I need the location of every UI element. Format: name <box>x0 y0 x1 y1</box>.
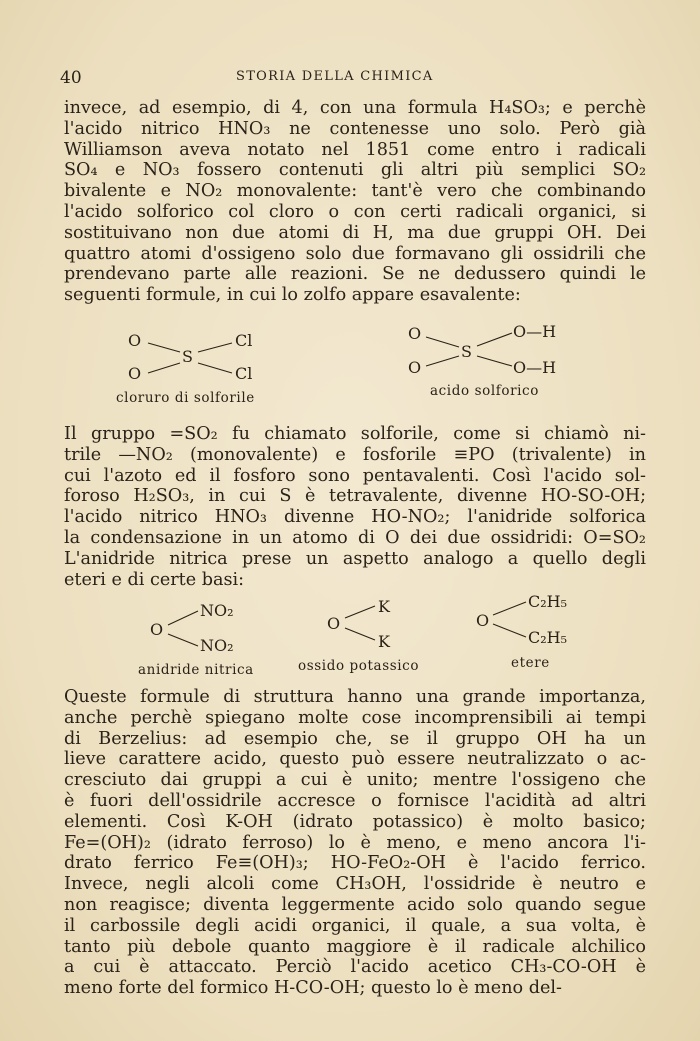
text-line: bivalente e NO₂ monovalente: tant'è vero che combinando <box>64 181 646 202</box>
text-line: anche perchè spiegano molte cose incomprensibili ai tempi <box>64 707 646 728</box>
text-line: eteri e di certe basi: <box>64 569 245 590</box>
atom-chlorine: Cl <box>235 364 253 383</box>
atom-oxygen: O <box>476 611 490 630</box>
text-line: la condensazione in un atomo di O dei due ossidridi: O=SO₂ <box>64 527 646 548</box>
ethyl-group: C₂H₅ <box>528 628 568 647</box>
page-number: 40 <box>60 68 82 88</box>
running-title: STORIA DELLA CHIMICA <box>236 69 434 84</box>
text-line: seguenti formule, in cui lo zolfo appare esavalente: <box>64 285 521 306</box>
formula-caption: etere <box>511 655 550 671</box>
text-line: Invece, negli alcoli come CH₃OH, l'ossidride è neutro e <box>64 874 646 895</box>
formula-caption: cloruro di solforile <box>116 390 255 406</box>
text-line: Queste formule di struttura hanno una grande importanza, <box>64 687 646 707</box>
text-line: sostituivano non due atomi di H, ma due gruppi OH. Dei <box>64 222 646 243</box>
text-line: di Berzelius: ad esempio che, se il gruppo OH ha un <box>64 728 646 749</box>
text-line: L'anidride nitrica prese un aspetto analogo a quello degli <box>64 548 646 569</box>
text-line: tanto più debole quanto maggiore è il radicale alchilico <box>64 936 646 957</box>
text-line: l'acido solforico col cloro o con certi radicali organici, si <box>64 201 646 222</box>
text-line: cui l'azoto ed il fosforo sono pentavalenti. Così l'acido sol- <box>64 465 646 486</box>
formula-caption: ossido potassico <box>298 658 420 674</box>
nitro-group: NO₂ <box>200 601 234 620</box>
text-line: l'acido nitrico HNO₃ ne contenesse uno solo. Però già <box>64 118 646 139</box>
atom-sulfur: S <box>182 347 193 366</box>
text-line: lieve carattere acido, questo può essere neutralizzato o ac- <box>64 749 646 770</box>
text-line: SO₄ e NO₃ fossero contenuti gli altri più semplici SO₂ <box>64 160 646 181</box>
formula-caption: anidride nitrica <box>138 662 254 678</box>
text-line: invece, ad esempio, di 4, con una formula H₄SO₃; e perchè <box>64 98 646 118</box>
paragraph-3 <box>64 687 646 999</box>
text-line: meno forte del formico H-CO-OH; questo lo è meno del- <box>64 978 562 999</box>
atom-oxygen: O <box>408 324 422 343</box>
atom-oxygen: O <box>327 614 341 633</box>
hydroxyl-group: O—H <box>513 322 557 341</box>
text-line: Il gruppo =SO₂ fu chiamato solforile, come si chiamò ni- <box>64 424 646 444</box>
text-line: Williamson aveva notato nel 1851 come entro i radicali <box>64 139 646 160</box>
hydroxyl-group: O—H <box>513 358 557 377</box>
formula-caption: acido solforico <box>430 383 539 399</box>
text-line: Fe=(OH)₂ (idrato ferroso) lo è meno, e meno ancora l'i- <box>64 832 646 853</box>
text-line: quattro atomi d'ossigeno solo due formavano gli ossidrili che <box>64 243 646 264</box>
text-line: cresciuto dai gruppi a cui è unito; mentre l'ossigeno che <box>64 770 646 791</box>
atom-oxygen: O <box>408 358 422 377</box>
text-line: elementi. Così K-OH (idrato potassico) è molto basico; <box>64 811 646 832</box>
text-line: l'acido nitrico HNO₃ divenne HO-NO₂; l'anidride solforica <box>64 507 646 528</box>
atom-potassium: K <box>378 597 390 616</box>
text-line: il carbossile degli acidi organici, il quale, a sua volta, è <box>64 915 646 936</box>
text-line: prendevano parte alle reazioni. Se ne dedussero quindi le <box>64 264 646 285</box>
text-line: trile —NO₂ (monovalente) e fosforile ≡PO (trivalente) in <box>64 444 646 465</box>
text-line: a cui è attaccato. Perciò l'acido acetico CH₃-CO-OH è <box>64 957 646 978</box>
text-line: drato ferrico Fe≡(OH)₃; HO-FeO₂-OH è l'acido ferrico. <box>64 853 646 874</box>
nitro-group: NO₂ <box>200 636 234 655</box>
atom-sulfur: S <box>461 342 472 361</box>
text-line: è fuori dell'ossidrile accresce o fornisce l'acidità ad altri <box>64 790 646 811</box>
ethyl-group: C₂H₅ <box>528 592 568 611</box>
atom-oxygen: O <box>150 620 164 639</box>
atom-chlorine: Cl <box>235 331 253 350</box>
atom-oxygen: O <box>128 331 142 350</box>
atom-potassium: K <box>378 632 390 651</box>
text-line: foroso H₂SO₃, in cui S è tetravalente, divenne HO-SO-OH; <box>64 486 646 507</box>
text-line: non reagisce; diventa leggermente acido solo quando segue <box>64 894 646 915</box>
atom-oxygen: O <box>128 364 142 383</box>
